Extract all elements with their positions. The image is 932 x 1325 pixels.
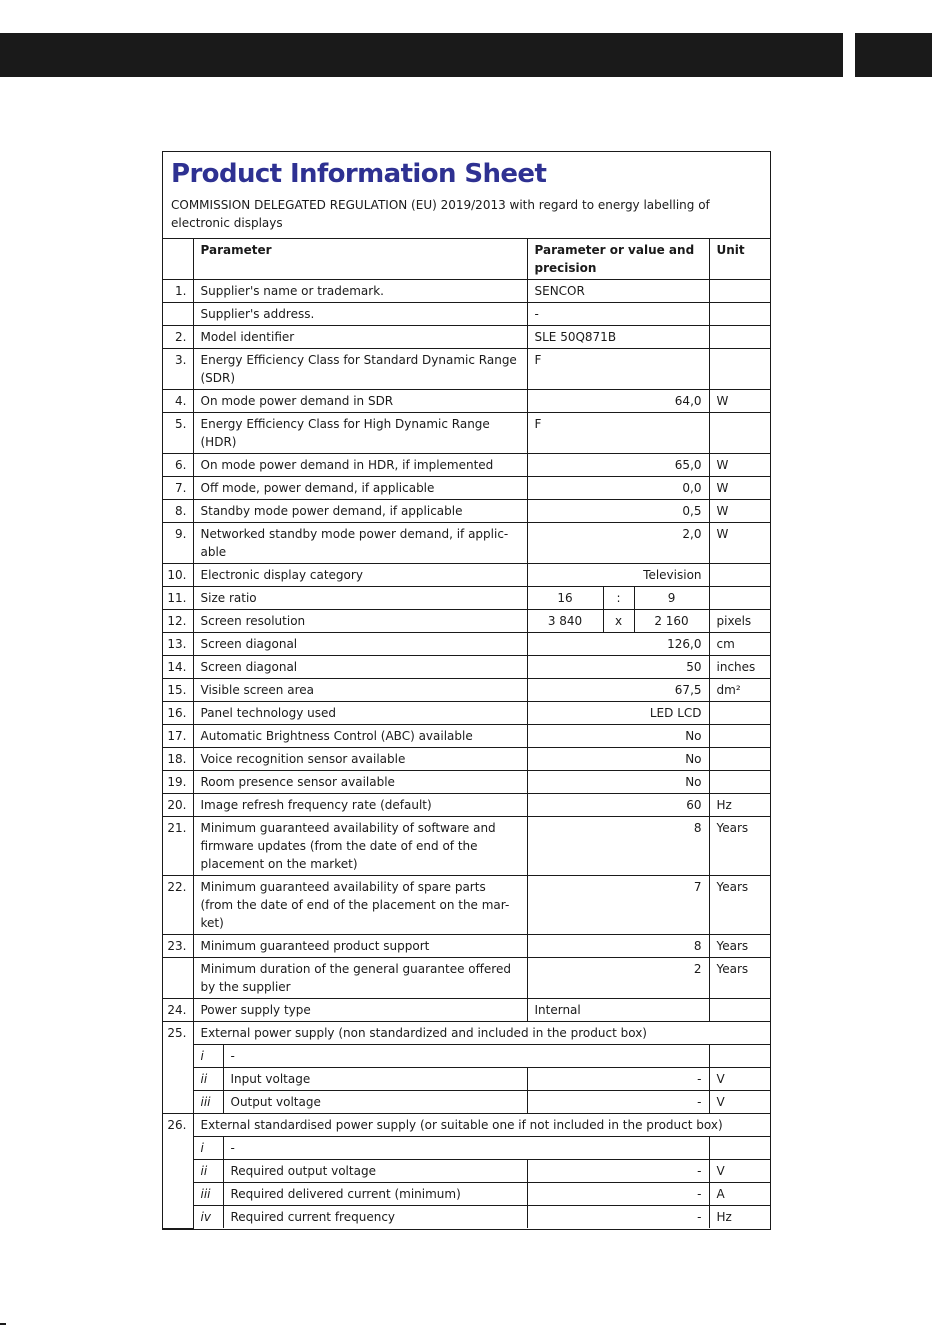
table-row [163, 1022, 770, 1045]
row-number: 14. [163, 656, 193, 679]
subrow-unit: V [709, 1091, 770, 1114]
row-unit: W [709, 454, 770, 477]
row-unit: Hz [709, 794, 770, 817]
table-row [163, 500, 770, 523]
row-parameter: Supplier's name or trademark. [193, 280, 527, 303]
row-parameter: Standby mode power demand, if applicable [193, 500, 527, 523]
table-subrow [163, 1045, 770, 1068]
row-parameter: Model identifier [193, 326, 527, 349]
row-parameter: Electronic display category [193, 564, 527, 587]
row-section-title: External standardised power supply (or suitable one if not included in the product box) [193, 1114, 770, 1137]
table-subrow [163, 1183, 770, 1206]
row-parameter: Automatic Brightness Control (ABC) available [193, 725, 527, 748]
row-parameter: On mode power demand in SDR [193, 390, 527, 413]
row-number: 21. [163, 817, 193, 876]
table-row [163, 454, 770, 477]
header-no [163, 239, 193, 280]
row-value: No [527, 725, 709, 748]
row-unit: W [709, 390, 770, 413]
page-tab-marker [855, 33, 932, 77]
row-unit [709, 303, 770, 326]
row-unit: W [709, 500, 770, 523]
subrow-roman: i [193, 1137, 223, 1160]
row-unit: W [709, 477, 770, 500]
row-parameter: Energy Efficiency Class for Standard Dynamic Range (SDR) [193, 349, 527, 390]
row-number: 7. [163, 477, 193, 500]
row-number: 4. [163, 390, 193, 413]
resolution-height: 2 160 [634, 610, 709, 633]
row-parameter: Minimum guaranteed availability of software and firmware updates (from the date of end of the placement on the market) [193, 817, 527, 876]
row-unit [709, 587, 770, 610]
row-value: F [527, 413, 709, 454]
row-number: 5. [163, 413, 193, 454]
table-row [163, 656, 770, 679]
row-unit: Years [709, 958, 770, 999]
table-subrow [163, 1091, 770, 1114]
row-number: 16. [163, 702, 193, 725]
row-unit [709, 326, 770, 349]
row-parameter: Panel technology used [193, 702, 527, 725]
table-subrow [163, 1206, 770, 1229]
subrow-roman: ii [193, 1160, 223, 1183]
row-parameter: Room presence sensor available [193, 771, 527, 794]
row-number: 24. [163, 999, 193, 1022]
table-row [163, 725, 770, 748]
subrow-roman: iv [193, 1206, 223, 1229]
parameters-table [163, 239, 770, 1229]
row-number: 8. [163, 500, 193, 523]
row-number: 3. [163, 349, 193, 390]
row-parameter: Supplier's address. [193, 303, 527, 326]
row-number: 20. [163, 794, 193, 817]
subrow-value: - [527, 1068, 709, 1091]
table-row [163, 958, 770, 999]
subrow-unit: V [709, 1068, 770, 1091]
subrow-parameter: Required current frequency [223, 1206, 527, 1229]
table-row [163, 633, 770, 656]
table-row [163, 1114, 770, 1137]
row-unit: Years [709, 876, 770, 935]
row-parameter: Energy Efficiency Class for High Dynamic Range (HDR) [193, 413, 527, 454]
row-unit [709, 349, 770, 390]
row-value: 2,0 [527, 523, 709, 564]
top-black-bar [0, 33, 843, 77]
ratio-separator: : [603, 587, 634, 610]
ratio-width: 16 [527, 587, 603, 610]
table-row [163, 935, 770, 958]
row-value: SLE 50Q871B [527, 326, 709, 349]
subrow-unit: V [709, 1160, 770, 1183]
row-value: 126,0 [527, 633, 709, 656]
subrow-value: - [527, 1160, 709, 1183]
table-row [163, 587, 770, 610]
row-parameter: On mode power demand in HDR, if implemented [193, 454, 527, 477]
table-row [163, 390, 770, 413]
header-value: Parameter or value and precision [527, 239, 709, 280]
row-unit [709, 413, 770, 454]
row-parameter: Screen diagonal [193, 656, 527, 679]
subrow-unit: A [709, 1183, 770, 1206]
subrow-roman: ii [193, 1068, 223, 1091]
row-unit: inches [709, 656, 770, 679]
table-subrow [163, 1068, 770, 1091]
table-row [163, 610, 770, 633]
header-unit: Unit [709, 239, 770, 280]
row-parameter: Voice recognition sensor available [193, 748, 527, 771]
row-value: Internal [527, 999, 709, 1022]
table-row [163, 326, 770, 349]
row-value: 64,0 [527, 390, 709, 413]
row-parameter: Visible screen area [193, 679, 527, 702]
row-parameter: Screen diagonal [193, 633, 527, 656]
table-row [163, 523, 770, 564]
row-unit [709, 771, 770, 794]
table-row [163, 876, 770, 935]
row-parameter: Image refresh frequency rate (default) [193, 794, 527, 817]
table-row [163, 413, 770, 454]
table-row [163, 280, 770, 303]
subrow-roman: iii [193, 1183, 223, 1206]
regulation-subtitle: COMMISSION DELEGATED REGULATION (EU) 2019/2013 with regard to energy labelling of electronic displays [171, 198, 710, 230]
row-number: 15. [163, 679, 193, 702]
subrow-value: - [527, 1091, 709, 1114]
subrow-unit [709, 1137, 770, 1160]
subrow-unit [709, 1045, 770, 1068]
subrow-roman: i [193, 1045, 223, 1068]
table-row [163, 748, 770, 771]
row-number: 18. [163, 748, 193, 771]
subrow-parameter: Input voltage [223, 1068, 527, 1091]
row-value: 2 [527, 958, 709, 999]
row-value: SENCOR [527, 280, 709, 303]
row-value: 65,0 [527, 454, 709, 477]
row-section-title: External power supply (non standardized and included in the product box) [193, 1022, 770, 1045]
row-value: 7 [527, 876, 709, 935]
row-number [163, 958, 193, 999]
row-value: 8 [527, 817, 709, 876]
row-unit [709, 702, 770, 725]
row-parameter: Off mode, power demand, if applicable [193, 477, 527, 500]
row-value: 0,0 [527, 477, 709, 500]
row-number: 9. [163, 523, 193, 564]
table-row [163, 702, 770, 725]
row-number: 23. [163, 935, 193, 958]
row-value: 67,5 [527, 679, 709, 702]
resolution-separator: x [603, 610, 634, 633]
row-unit: dm² [709, 679, 770, 702]
row-number [163, 303, 193, 326]
subrow-parameter: - [223, 1045, 709, 1068]
row-number: 26. [163, 1114, 193, 1229]
row-unit [709, 564, 770, 587]
row-value: 8 [527, 935, 709, 958]
subrow-parameter: - [223, 1137, 709, 1160]
table-row [163, 794, 770, 817]
row-value: - [527, 303, 709, 326]
table-row [163, 679, 770, 702]
row-number: 19. [163, 771, 193, 794]
row-number: 25. [163, 1022, 193, 1114]
row-number: 12. [163, 610, 193, 633]
table-subrow [163, 1160, 770, 1183]
row-value: 60 [527, 794, 709, 817]
row-unit: Years [709, 935, 770, 958]
row-parameter: Networked standby mode power demand, if applic-able [193, 523, 527, 564]
table-header-row [163, 239, 770, 280]
table-subrow [163, 1137, 770, 1160]
subrow-value: - [527, 1206, 709, 1229]
table-row [163, 771, 770, 794]
subrow-parameter: Required delivered current (minimum) [223, 1183, 527, 1206]
subrow-unit: Hz [709, 1206, 770, 1229]
row-value: LED LCD [527, 702, 709, 725]
header-parameter: Parameter [193, 239, 527, 280]
row-number: 1. [163, 280, 193, 303]
row-unit: Years [709, 817, 770, 876]
row-value: No [527, 771, 709, 794]
row-number: 10. [163, 564, 193, 587]
row-parameter: Size ratio [193, 587, 527, 610]
subrow-value: - [527, 1183, 709, 1206]
row-unit [709, 725, 770, 748]
row-number: 17. [163, 725, 193, 748]
subrow-parameter: Output voltage [223, 1091, 527, 1114]
row-parameter: Minimum duration of the general guarantee offered by the supplier [193, 958, 527, 999]
table-row [163, 349, 770, 390]
table-row [163, 303, 770, 326]
product-information-sheet [162, 151, 771, 1230]
row-unit: pixels [709, 610, 770, 633]
row-number: 11. [163, 587, 193, 610]
row-value: 50 [527, 656, 709, 679]
table-row [163, 564, 770, 587]
ratio-height: 9 [634, 587, 709, 610]
sheet-header [163, 152, 770, 239]
row-parameter: Screen resolution [193, 610, 527, 633]
subrow-roman: iii [193, 1091, 223, 1114]
subrow-parameter: Required output voltage [223, 1160, 527, 1183]
row-value: F [527, 349, 709, 390]
row-unit: W [709, 523, 770, 564]
row-unit: cm [709, 633, 770, 656]
row-value: No [527, 748, 709, 771]
row-unit [709, 748, 770, 771]
resolution-width: 3 840 [527, 610, 603, 633]
table-row [163, 999, 770, 1022]
row-parameter: Minimum guaranteed product support [193, 935, 527, 958]
row-number: 2. [163, 326, 193, 349]
sheet-title: Product Information Sheet [171, 159, 547, 189]
row-value: 0,5 [527, 500, 709, 523]
row-value: Television [527, 564, 709, 587]
row-unit [709, 999, 770, 1022]
row-number: 13. [163, 633, 193, 656]
row-unit [709, 280, 770, 303]
row-parameter: Power supply type [193, 999, 527, 1022]
table-row [163, 817, 770, 876]
row-parameter: Minimum guaranteed availability of spare parts (from the date of end of the placement on the mar-ket) [193, 876, 527, 935]
row-number: 22. [163, 876, 193, 935]
table-row [163, 477, 770, 500]
row-number: 6. [163, 454, 193, 477]
